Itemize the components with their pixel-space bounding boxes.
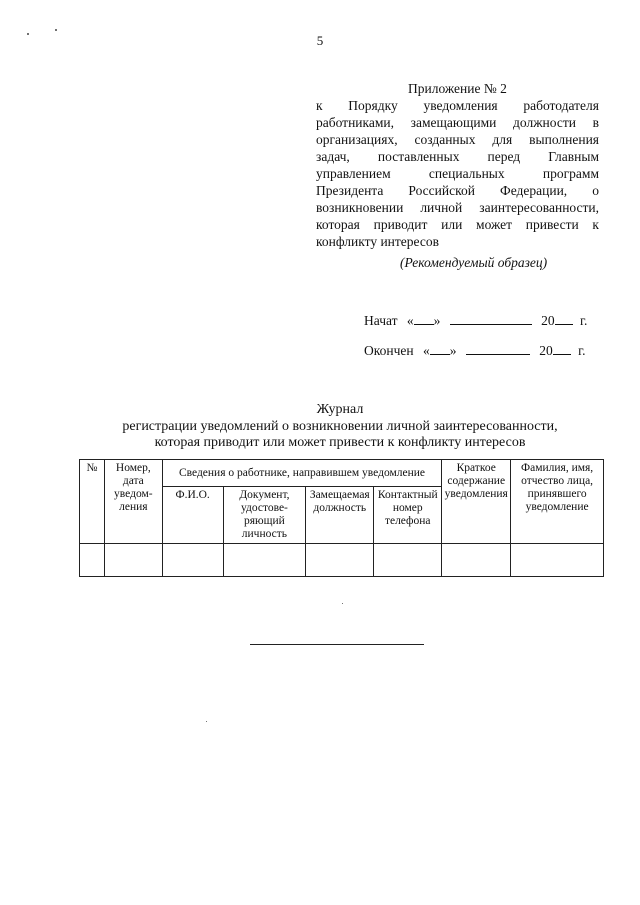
journal-subtitle: регистрации уведомлений о возникновении личной заинтересованности, bbox=[122, 418, 558, 434]
table-cell bbox=[306, 544, 374, 577]
appendix-block bbox=[316, 80, 599, 250]
col-number-header: № bbox=[80, 460, 105, 544]
journal-title: Журнал bbox=[316, 402, 364, 417]
open-quote: « bbox=[422, 343, 430, 358]
day-blank bbox=[414, 312, 434, 325]
start-date-label: Начат bbox=[364, 313, 398, 328]
col-summary-header: Краткое содержание уведомления bbox=[442, 460, 511, 544]
year-suffix: г. bbox=[580, 313, 588, 328]
employee-group-header: Сведения о работнике, направившем уведомление bbox=[162, 460, 441, 487]
appendix-line: задач, поставленных перед Главным bbox=[316, 149, 599, 164]
appendix-line: которая приводит или может привести к bbox=[316, 217, 599, 232]
table-cell bbox=[442, 544, 511, 577]
table-cell bbox=[104, 544, 162, 577]
end-date-line bbox=[364, 342, 586, 359]
year-blank bbox=[553, 342, 571, 355]
start-date-line bbox=[364, 312, 587, 329]
col-phone-header: Контактный номер телефона bbox=[374, 487, 442, 544]
appendix-title: Приложение № 2 bbox=[408, 81, 507, 96]
appendix-body bbox=[316, 97, 599, 250]
close-quote: » bbox=[433, 313, 441, 328]
scan-speck bbox=[55, 29, 57, 31]
col-document-header: Документ, удостове-ряющий личность bbox=[223, 487, 306, 544]
table-cell bbox=[223, 544, 306, 577]
table-cell bbox=[374, 544, 442, 577]
appendix-line: управлением специальных программ bbox=[316, 166, 599, 181]
year-prefix: 20 bbox=[539, 343, 553, 358]
col-registration-header: Номер, дата уведом-ления bbox=[104, 460, 162, 544]
table-cell bbox=[80, 544, 105, 577]
registration-table bbox=[79, 459, 604, 577]
col-receiver-header: Фамилия, имя, отчество лица, принявшего уведомление bbox=[511, 460, 604, 544]
table-cell bbox=[511, 544, 604, 577]
year-suffix: г. bbox=[578, 343, 586, 358]
year-prefix: 20 bbox=[541, 313, 555, 328]
sample-note: (Рекомендуемый образец) bbox=[400, 255, 548, 270]
scan-speck bbox=[206, 721, 207, 722]
table-row bbox=[80, 544, 604, 577]
page-number: 5 bbox=[316, 33, 324, 48]
closing-rule bbox=[250, 644, 424, 645]
year-blank bbox=[555, 312, 573, 325]
appendix-line: Президента Российской Федерации, о bbox=[316, 183, 599, 198]
month-blank bbox=[450, 312, 532, 325]
appendix-line: работниками, замещающими должности в bbox=[316, 115, 599, 130]
col-position-header: Замещаемая должность bbox=[306, 487, 374, 544]
scan-speck bbox=[342, 603, 343, 604]
journal-subtitle: которая приводит или может привести к конфликту интересов bbox=[154, 435, 526, 450]
day-blank bbox=[430, 342, 450, 355]
col-fio-header: Ф.И.О. bbox=[162, 487, 223, 544]
close-quote: » bbox=[449, 343, 457, 358]
appendix-line: возникновении личной заинтересованности, bbox=[316, 200, 599, 215]
appendix-line: к Порядку уведомления работодателя bbox=[316, 98, 599, 113]
appendix-line: организациях, созданных для выполнения bbox=[316, 132, 599, 147]
table-cell bbox=[162, 544, 223, 577]
appendix-line: конфликту интересов bbox=[316, 234, 439, 249]
table-header-row bbox=[80, 460, 604, 487]
open-quote: « bbox=[406, 313, 414, 328]
journal-heading bbox=[0, 402, 640, 452]
end-date-label: Окончен bbox=[364, 343, 414, 358]
month-blank bbox=[466, 342, 530, 355]
